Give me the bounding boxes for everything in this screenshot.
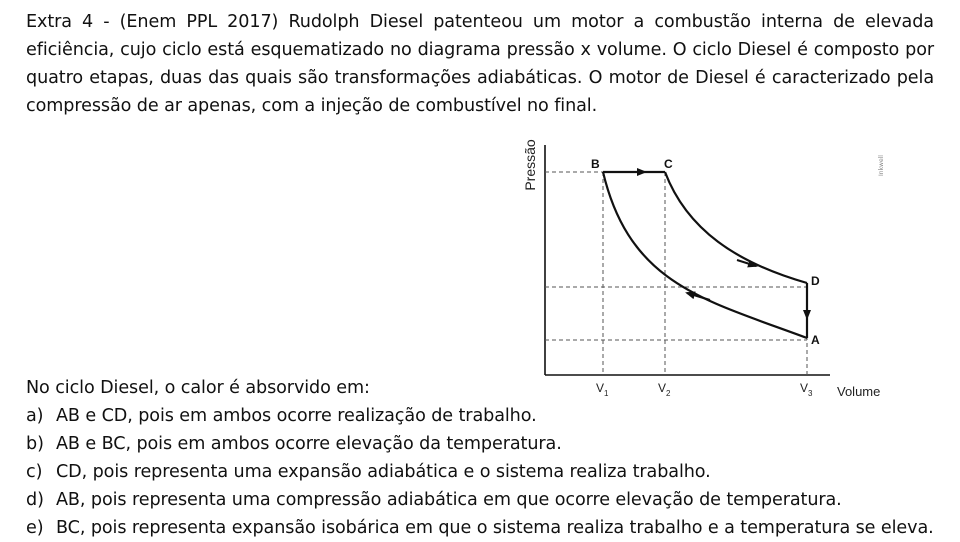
option-text: AB, pois representa uma compressão adiabática em que ocorre elevação de temperatura. [56, 490, 842, 510]
option-letter: a) [26, 406, 44, 426]
point-label-b: B [591, 157, 600, 171]
tick-v3: $V_3$ [800, 381, 813, 398]
tick-v1: $V_1$ [596, 381, 609, 398]
option-text: BC, pois representa expansão isobárica em que o sistema realiza trabalho e a temperatura se eleva. [56, 518, 934, 538]
process-cd [665, 172, 807, 283]
option-c[interactable] [26, 458, 956, 486]
image-credit: Inkwell [878, 155, 885, 176]
option-text: AB e BC, pois em ambos ocorre elevação da temperatura. [56, 434, 562, 454]
question-stem: No ciclo Diesel, o calor é absorvido em: [26, 378, 370, 398]
question-intro: Extra 4 - (Enem PPL 2017) Rudolph Diesel patenteou um motor a combustão interna de elevada eficiência, cujo ciclo está esquematizado no diagrama pressão x volume. O ciclo Diesel é composto por quatro etapas, duas das quais são transformações adiabáticas. O motor de Diesel é caracterizado pela compressão de ar apenas, com a injeção de combustível no final. [26, 12, 934, 116]
option-letter: e) [26, 518, 44, 538]
option-e[interactable] [26, 514, 956, 542]
process-ab [603, 172, 807, 338]
x-axis-label: Volume [837, 384, 881, 399]
point-label-d: D [811, 274, 820, 288]
option-letter: b) [26, 434, 44, 454]
tick-v2: $V_2$ [658, 381, 671, 398]
option-text: CD, pois representa uma expansão adiabática e o sistema realiza trabalho. [56, 462, 711, 482]
option-a[interactable] [26, 402, 956, 430]
option-d[interactable] [26, 486, 956, 514]
question-block [26, 374, 956, 542]
option-letter: d) [26, 490, 44, 510]
y-axis-label: Pressão [522, 139, 538, 191]
pv-diagram [515, 135, 895, 405]
option-b[interactable] [26, 430, 956, 458]
arrow-ab [687, 293, 710, 300]
option-letter: c) [26, 462, 43, 482]
point-label-c: C [664, 157, 673, 171]
point-label-a: A [811, 333, 820, 347]
option-text: AB e CD, pois em ambos ocorre realização de trabalho. [56, 406, 537, 426]
